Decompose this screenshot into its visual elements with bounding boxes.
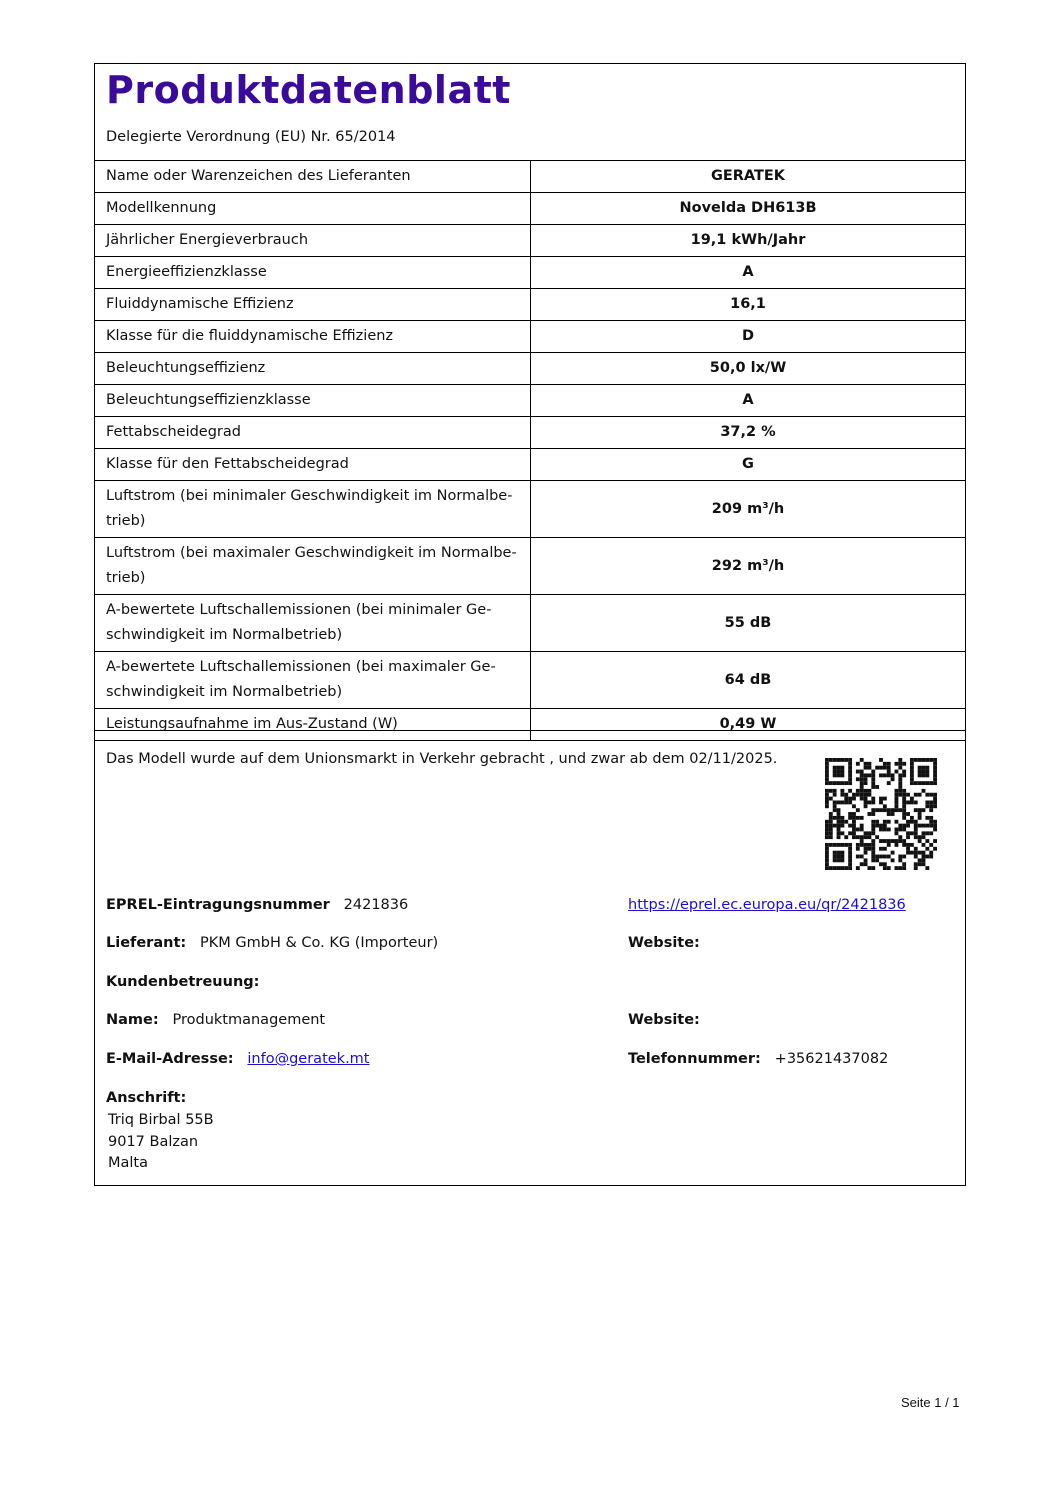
email-label: E-Mail-Adresse: (106, 1051, 234, 1067)
row-value: 19,1 kWh/Jahr (531, 225, 966, 257)
row-value: 37,2 % (531, 417, 966, 449)
address-line: Triq Birbal 55B (108, 1112, 214, 1128)
data-table-box (94, 63, 966, 741)
row-value: 16,1 (531, 289, 966, 321)
row-label: Klasse für den Fettabscheidegrad (95, 449, 531, 481)
table-row (95, 481, 965, 538)
name-value: Produktmanagement (172, 1012, 326, 1028)
row-label: Beleuchtungseffizienz (95, 353, 531, 385)
phone-label: Telefonnummer: (628, 1051, 761, 1067)
row-label: Name oder Warenzeichen des Lieferanten (95, 161, 531, 193)
website2-label: Website: (628, 1012, 700, 1028)
page-title: Produktdatenblatt (106, 68, 511, 112)
table-row (95, 595, 965, 652)
data-table (95, 161, 965, 740)
row-value: GERATEK (710, 168, 786, 184)
row-value: 209 m³/h (531, 481, 966, 538)
address-label: Anschrift: (106, 1090, 187, 1106)
row-value: G (531, 449, 966, 481)
table-row (95, 161, 965, 193)
qr-code[interactable] (825, 758, 937, 870)
row-value: 64 dB (531, 652, 966, 709)
address-line: 9017 Balzan (108, 1134, 199, 1150)
table-row (95, 417, 965, 449)
row-value: 50,0 lx/W (531, 353, 966, 385)
row-value: A (531, 257, 966, 289)
supplier-label: Lieferant: (106, 935, 187, 951)
row-label: Leistungsaufnahme im Aus-Zustand (W) (95, 709, 531, 741)
table-row (95, 538, 965, 595)
table-row (95, 225, 965, 257)
row-value: D (531, 321, 966, 353)
regulation-text: Delegierte Verordnung (EU) Nr. 65/2014 (106, 129, 396, 145)
row-label: Beleuchtungseffizienzklasse (95, 385, 531, 417)
row-label: A-bewertete Luftschallemissionen (bei maximaler Ge-schwindigkeit im Normalbetrieb) (95, 652, 531, 709)
row-label: Fettabscheidegrad (95, 417, 531, 449)
eprel-label: EPREL-Eintragungsnummer (106, 897, 330, 913)
row-value: 0,49 W (531, 709, 966, 741)
name-label: Name: (106, 1012, 159, 1028)
row-value: Novelda DH613B (531, 193, 966, 225)
email-link[interactable]: info@geratek.mt (247, 1051, 370, 1067)
row-value: A (531, 385, 966, 417)
row-label: Klasse für die fluiddynamische Effizienz (95, 321, 531, 353)
header (95, 64, 965, 161)
info-box (94, 730, 966, 1186)
table-row (95, 321, 965, 353)
eprel-number: 2421836 (343, 897, 409, 913)
website-label: Website: (628, 935, 700, 951)
row-value: 55 dB (531, 595, 966, 652)
phone-value: +35621437082 (774, 1051, 889, 1067)
table-row (95, 385, 965, 417)
row-label: Modellkennung (95, 193, 531, 225)
row-label: Jährlicher Energieverbrauch (95, 225, 531, 257)
row-label: Fluiddynamische Effizienz (95, 289, 531, 321)
eprel-link[interactable]: https://eprel.ec.europa.eu/qr/2421836 (628, 897, 906, 913)
row-label: Energieeffizienzklasse (95, 257, 531, 289)
market-text: Das Modell wurde auf dem Unionsmarkt in Verkehr gebracht , und zwar ab dem 02/11/2025. (106, 751, 778, 767)
supplier-value: PKM GmbH & Co. KG (Importeur) (200, 935, 439, 951)
table-row (95, 257, 965, 289)
page-number: Seite 1 / 1 (901, 1395, 960, 1410)
table-row (95, 353, 965, 385)
row-label: A-bewertete Luftschallemissionen (bei minimaler Ge-schwindigkeit im Normalbetrieb) (95, 595, 531, 652)
row-label: Luftstrom (bei maximaler Geschwindigkeit im Normalbe-trieb) (95, 538, 531, 595)
table-row (95, 289, 965, 321)
support-label: Kundenbetreuung: (106, 974, 260, 990)
address-line: Malta (108, 1155, 148, 1171)
table-row (95, 193, 965, 225)
table-row (95, 652, 965, 709)
row-label: Luftstrom (bei minimaler Geschwindigkeit im Normalbe-trieb) (95, 481, 531, 538)
row-value: 292 m³/h (531, 538, 966, 595)
table-row (95, 449, 965, 481)
